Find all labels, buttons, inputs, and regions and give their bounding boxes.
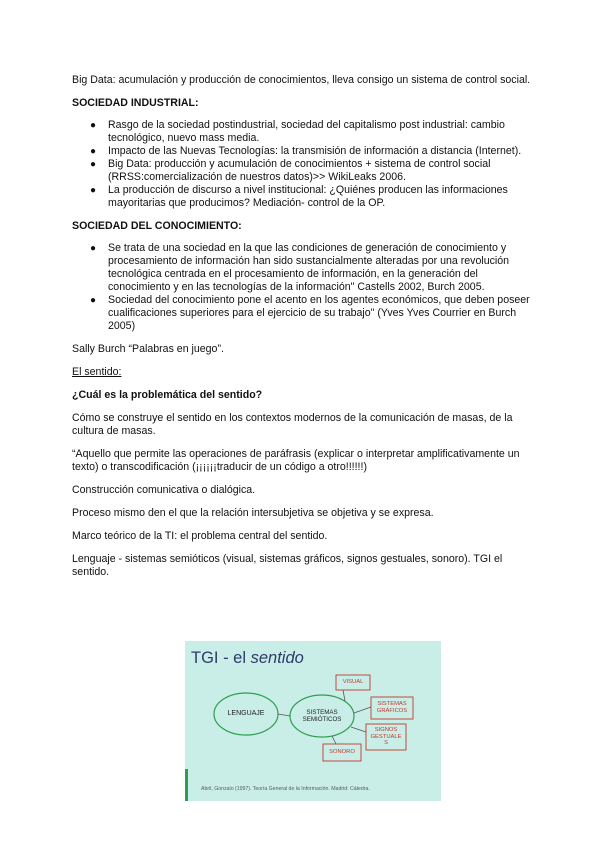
- connector-line: [354, 707, 371, 713]
- body-paragraph: Marco teórico de la TI: el problema central del sentido.: [72, 530, 328, 542]
- node-visual: VISUAL: [342, 679, 364, 685]
- industrial-list: [72, 119, 532, 210]
- connector-line: [351, 727, 366, 732]
- connector-line: [278, 714, 290, 716]
- list-item: ● Big Data: producción y acumulación de conocimientos + sistema de control social (RRSS:comercialización de nuestros datos)>> WikiLeaks 2006.: [90, 158, 491, 183]
- node-sistemas-semioticos: SISTEMAS SEMIÓTICOS: [302, 709, 342, 723]
- bullet-icon: ●: [90, 243, 97, 254]
- figure-title: TGI - el sentido: [191, 649, 304, 667]
- body-paragraph: Construcción comunicativa o dialógica.: [72, 484, 256, 496]
- section-knowledge-heading: SOCIEDAD DEL CONOCIMIENTO:: [72, 220, 242, 232]
- node-lenguaje: LENGUAJE: [227, 710, 265, 717]
- list-item: ● Rasgo de la sociedad postindustrial, sociedad del capitalismo post industrial: cambio tecnológico, nuevo mass media.: [90, 119, 505, 144]
- citation: Sally Burch “Palabras en juego”.: [72, 343, 224, 355]
- connector-line: [343, 690, 345, 701]
- knowledge-list: [72, 242, 532, 333]
- question-heading: ¿Cuál es la problemática del sentido?: [72, 389, 263, 401]
- list-item: ● Se trata de una sociedad en la que las condiciones de generación de conocimiento y procesamiento de información han sido sustancialmente alteradas por una revolución tecnológica centrada en el procesamiento de información, en la generación del conocimiento y en las tecnologías de la información" Castells 2002, Burch 2005.: [90, 242, 510, 293]
- body-paragraph: Lenguaje - sistemas semióticos (visual, sistemas gráficos, signos gestuales, sonoro). TGI el sentido.: [72, 553, 503, 578]
- list-item: ● La producción de discurso a nivel institucional: ¿Quiénes producen las informaciones mayoritarias que producimos? Mediación- control de la OP.: [90, 184, 508, 209]
- bullet-icon: ●: [90, 185, 97, 196]
- figure-credit: Abril, Gonzalo (1997). Teoría General de la Información. Madrid: Cátedra.: [201, 786, 370, 792]
- intro-paragraph: Big Data: acumulación y producción de conocimientos, lleva consigo un sistema de control social.: [72, 74, 531, 86]
- bullet-icon: ●: [90, 295, 97, 306]
- document-page: [72, 74, 532, 579]
- bullet-icon: ●: [90, 146, 97, 157]
- tgi-sentido-figure: [185, 641, 441, 801]
- node-sonoro: SONORO: [329, 749, 355, 755]
- connector-line: [332, 736, 336, 744]
- list-item: ● Impacto de las Nuevas Tecnologías: la transmisión de información a distancia (Internet).: [90, 145, 522, 157]
- section-industrial-heading: SOCIEDAD INDUSTRIAL:: [72, 97, 199, 109]
- bullet-icon: ●: [90, 120, 97, 131]
- node-sistemas-graficos: SISTEMAS GRÁFICOS: [376, 701, 408, 714]
- body-paragraph: “Aquello que permite las operaciones de paráfrasis (explicar o interpretar amplificativamente un texto) o transcodificación (¡¡¡¡¡¡traducir de un código a otro!!!!!!): [72, 448, 520, 473]
- list-item: ● Sociedad del conocimiento pone el acento en los agentes económicos, que deben poseer cualificaciones superiores para el ejercicio de su trabajo" (Yves Yves Courrier en Burch 2005): [90, 294, 530, 332]
- bullet-icon: ●: [90, 159, 97, 170]
- body-paragraph: Cómo se construye el sentido en los contextos modernos de la comunicación de masas, de la cultura de masas.: [72, 412, 513, 437]
- node-signos-gestuales: SIGNOS GESTUALE S: [370, 727, 402, 746]
- body-paragraph: Proceso mismo den el que la relación intersubjetiva se objetiva y se expresa.: [72, 507, 434, 519]
- subheading-sentido: El sentido:: [72, 366, 122, 378]
